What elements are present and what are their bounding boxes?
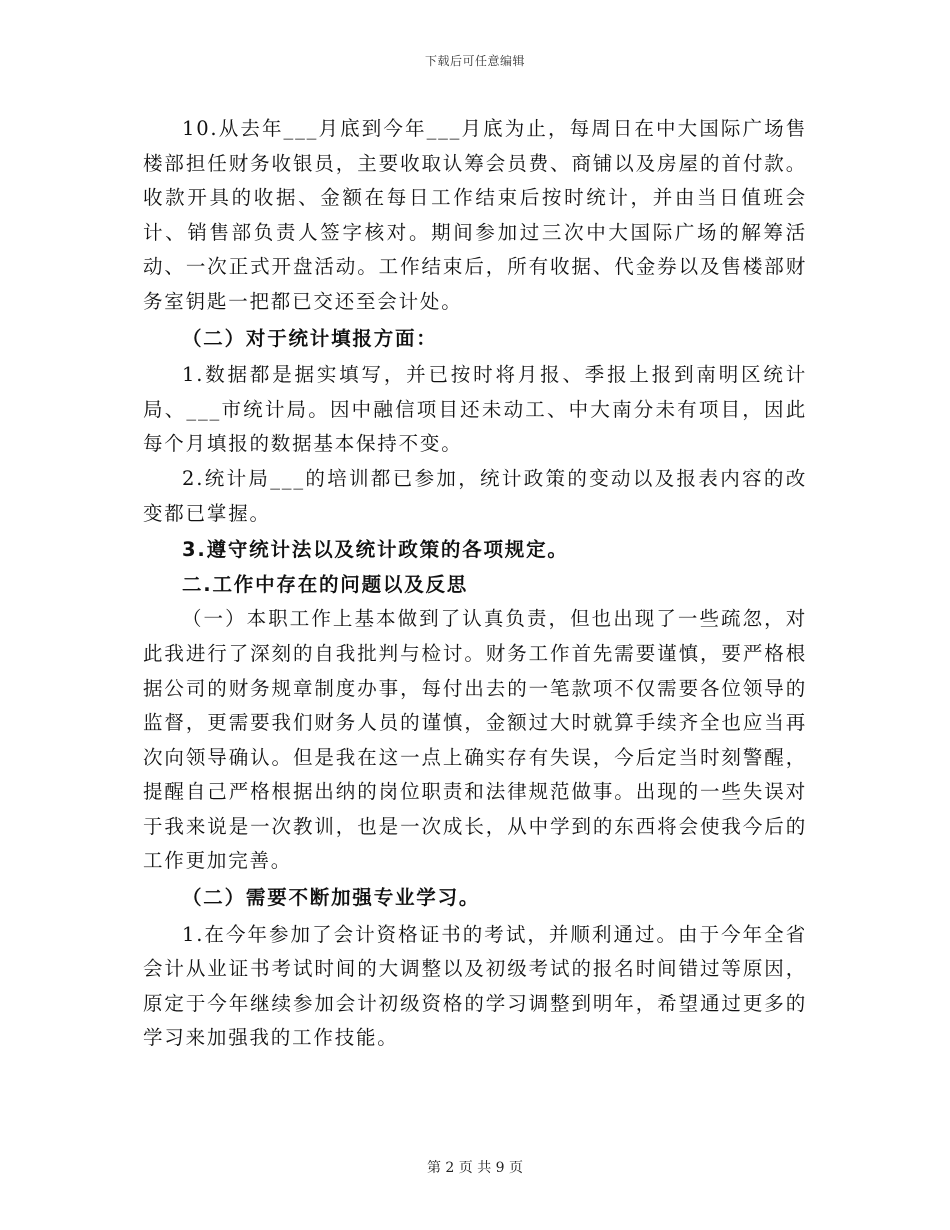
page-footer: 第 2 页 共 9 页 xyxy=(426,1160,524,1176)
paragraph-problems-1: （一）本职工作上基本做到了认真负责，但也出现了一些疏忽，对此我进行了深刻的自我批判与检讨。财务工作首先需要谨慎，要严格根据公司的财务规章制度办事，每付出去的一笔款项不仅需要各位领导的监督，更需要我们财务人员的谨慎，金额过大时就算手续齐全也应当再次向领导确认。但是我在这一点上确实存有失误，今后定当时刻警醒，提醒自己严格根据出纳的岗位职责和法律规范做事。出现的一些失误对于我来说是一次教训，也是一次成长，从中学到的东西将会使我今后的工作更加完善。 xyxy=(143,607,807,873)
paragraph-item-10: 10.从去年___月底到今年___月底为止，每周日在中大国际广场售楼部担任财务收银员，主要收取认筹会员费、商铺以及房屋的首付款。收款开具的收据、金额在每日工作结束后按时统计，并由当日值班会计、销售部负责人签字核对。期间参加过三次中大国际广场的解筹活动、一次正式开盘活动。工作结束后，所有收据、代金券以及售楼部财务室钥匙一把都已交还至会计处。 xyxy=(143,117,807,313)
paragraph-study-1: 1.在今年参加了会计资格证书的考试，并顺利通过。由于今年全省会计从业证书考试时间的大调整以及初级考试的报名时间错过等原因，原定于今年继续参加会计初级资格的学习调整到明年，希望通过更多的学习来加强我的工作技能。 xyxy=(143,922,807,1050)
paragraph-statistics-1: 1.数据都是据实填写，并已按时将月报、季报上报到南明区统计局、___市统计局。因中融信项目还未动工、中大南分未有项目，因此每个月填报的数据基本保持不变。 xyxy=(143,363,807,456)
section-heading-problems: 二.工作中存在的问题以及反思 xyxy=(182,572,469,596)
section-heading-statistics: （二）对于统计填报方面： xyxy=(182,326,438,350)
section-heading-statistics-law: 3.遵守统计法以及统计政策的各项规定。 xyxy=(182,538,569,562)
page-header: 下载后可任意编辑 xyxy=(424,54,525,68)
paragraph-statistics-2: 2.统计局___的培训都已参加，统计政策的变动以及报表内容的改变都已掌握。 xyxy=(143,466,807,525)
section-heading-study: （二）需要不断加强专业学习。 xyxy=(182,886,481,910)
document-body xyxy=(143,112,807,1056)
